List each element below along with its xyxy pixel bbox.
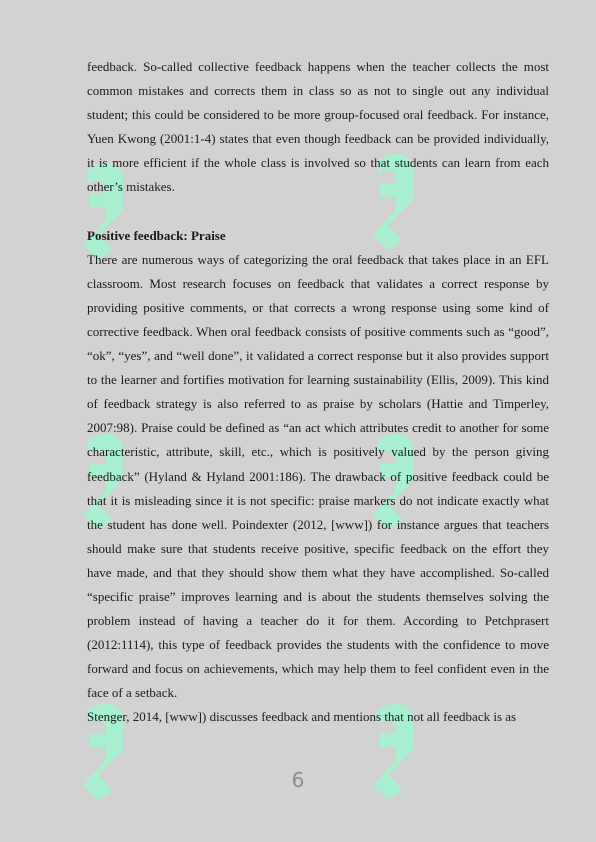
document-body — [87, 55, 549, 730]
page-number: 6 — [291, 768, 305, 792]
paragraph-spacer — [87, 200, 549, 224]
paragraph-collective-feedback: feedback. So-called collective feedback happens when the teacher collects the most common mistakes and corrects them in class so as not to single out any individual student; this could be considered to be more group-focused oral feedback. For instance, Yuen Kwong (2001:1-4) states that even though feedback can be provided individually, it is more efficient if the whole class is involved so that students can learn from each other’s mistakes. — [87, 59, 549, 195]
paragraph-stenger: Stenger, 2014, [www]) discusses feedback and mentions that not all feedback is as — [87, 709, 517, 725]
section-heading: Positive feedback: Praise — [87, 227, 226, 243]
paragraph-positive-feedback: There are numerous ways of categorizing the oral feedback that takes place in an EFL classroom. Most research focuses on feedback that validates a correct response by providing positive comments, or that corrects a wrong response using some kind of corrective feedback. When oral feedback consists of positive comments such as “good”, “ok”, “yes”, and “well done”, it validated a correct response but it also provides support to the learner and fortifies motivation for learning sustainability (Ellis, 2009). This kind of feedback strategy is also referred to as praise by scholars (Hattie and Timperley, 2007:98). Praise could be defined as “an act which attributes credit to another for some characteristic, attribute, skill, etc., which is positively valued by the person giving feedback” (Hyland & Hyland 2001:186). The drawback of positive feedback could be that it is misleading since it is not specific: praise markers do not indicate exactly what the student has done well. Poindexter (2012, [www]) for instance argues that teachers should make sure that students receive positive, specific feedback on the effort they have made, and that they should show them what they have accomplished. So-called “specific praise” improves learning and is about the students themselves solving the problem instead of having a teacher do it for them. According to Petchprasert (2012:1114), this type of feedback provides the students with the confidence to move forward and focus on achievements, which may help them to feel confident even in the face of a setback. — [87, 251, 549, 701]
